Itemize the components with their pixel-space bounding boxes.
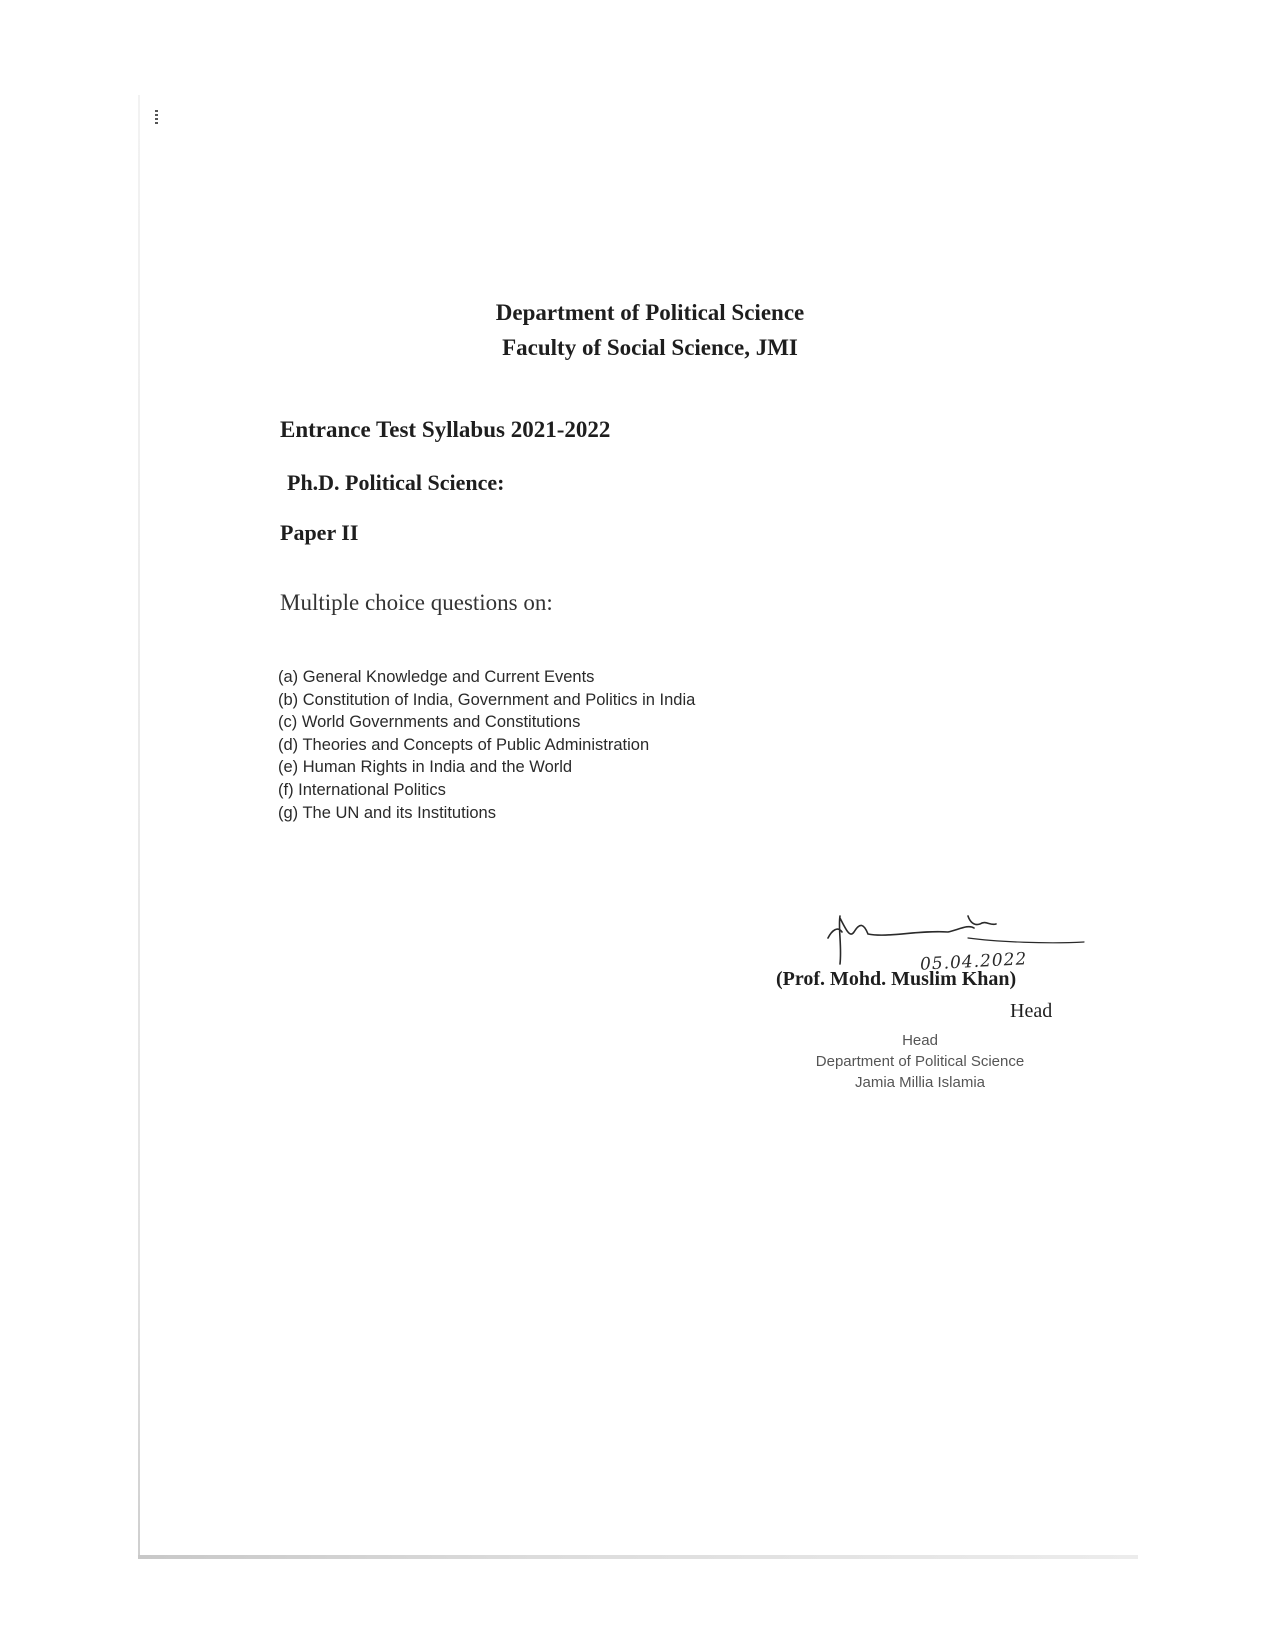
signatory-role: Head	[1010, 1000, 1053, 1022]
topic-item: (c) World Governments and Constitutions	[278, 713, 581, 732]
topic-list	[278, 666, 695, 824]
stamp-line: Department of Political Science	[815, 1053, 1025, 1070]
topic-item: (a) General Knowledge and Current Events	[278, 668, 595, 686]
syllabus-title: Entrance Test Syllabus 2021-2022	[280, 417, 611, 442]
course-title: Ph.D. Political Science:	[287, 470, 505, 495]
paper-left-edge	[138, 95, 140, 1557]
signature-date: 05.04.2022	[919, 949, 1028, 975]
paper-bottom-edge	[138, 1555, 1138, 1559]
faculty-name: Faculty of Social Science, JMI	[502, 335, 798, 360]
signatory-name: (Prof. Mohd. Muslim Khan)	[776, 968, 1017, 990]
topic-item: (e) Human Rights in India and the World	[278, 758, 573, 777]
stamp-line: Head	[902, 1032, 938, 1049]
department-name: Department of Political Science	[495, 300, 805, 325]
scan-mark	[155, 110, 158, 124]
topic-item: (f) International Politics	[278, 780, 446, 799]
official-stamp	[775, 1030, 1065, 1093]
mcq-intro: Multiple choice questions on:	[280, 590, 553, 615]
paper-label: Paper II	[280, 520, 359, 545]
stamp-line: Jamia Millia Islamia	[854, 1074, 986, 1091]
topic-item: (g) The UN and its Institutions	[278, 803, 496, 822]
topic-item: (b) Constitution of India, Government and Politics in India	[278, 690, 696, 709]
department-heading	[420, 295, 880, 365]
topic-item: (d) Theories and Concepts of Public Administration	[278, 735, 650, 754]
